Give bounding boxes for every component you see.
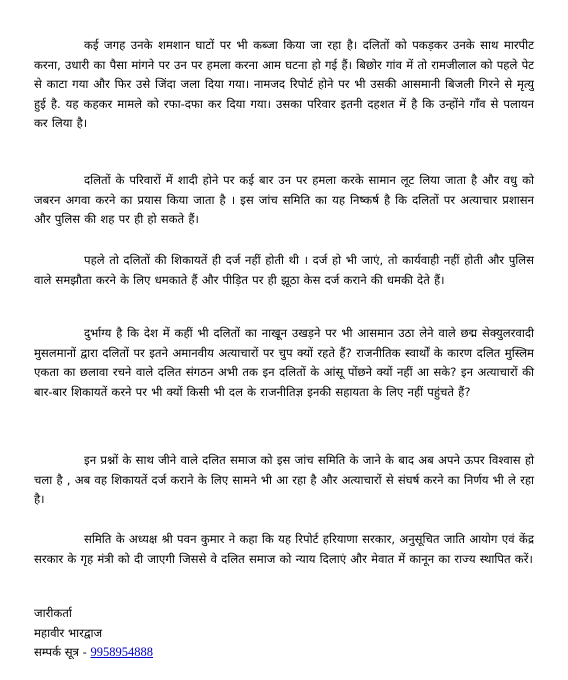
paragraph-misfortune: दुर्भाग्य है कि देश में कहीं भी दलितों का नाखून उखड़ने पर भी आसमान उठा लेने वाले छद्म सेक्युलरवादी मुसलमानों द्वारा दलितों पर इतने अमानवीय अत्याचारों पर चुप क्यों रहते हैं? राजनीतिक स्वार्थों के कारण दलित मुस्लिम एकता का छलावा रचने वाले दलित संगठन अभी तक इन दलितों के आंसू पोंछने क्यों नहीं आ सके? इन अत्याचारों की बार-बार शिकायतें करने पर भी क्यों किसी भी दल के राजनीतिज्ञ इनकी सहायता के लिए नहीं पहुंचते हैं? (34, 326, 534, 399)
paragraph-cremation-grounds: कई जगह उनके शमशान घाटों पर भी कब्जा किया जा रहा है। दलितों को पकड़कर उनके साथ मारपीट करना, उधारी का पैसा मांगने पर उन पर हमला करना आम घटना हो गई हैं। बिछोर गांव में तो रामजीलाल को पहले पेट से काटा गया और फिर उसे जिंदा जला दिया गया। नामजद रिपोर्ट होने पर भी उसकी आसमानी बिजली गिरने से मृत्यु हुई है. यह कहकर मामले को रफा-दफा कर दिया गया। उसका परिवार इतनी दहशत में है कि उन्होंने गाँव से पलायन कर लिया है। (34, 38, 534, 131)
issued-by-label: जारीकर्ता (34, 606, 72, 620)
contact-label: सम्पर्क सूत्र - (34, 645, 91, 660)
paragraph-committee-report: समिति के अध्यक्ष श्री पवन कुमार ने कहा कि यह रिपोर्ट हरियाणा सरकार, अनुसूचित जाति आयोग एवं केंद्र सरकार के गृह मंत्री को दी जाएगी जिससे वे दलित समाज को न्याय दिलाएं और मेवात में कानून का राज्य स्थापित करें। (34, 532, 534, 566)
paragraph-complaints-not-registered: पहले तो दलितों की शिकायतें ही दर्ज नहीं होती थी । दर्ज हो भी जाएं, तो कार्यवाही नहीं होती और पुलिस वाले समझौता करने के लिए धमकाते हैं और पीड़ित पर ही झूठा केस दर्ज कराने की धमकी देते हैं। (34, 253, 534, 287)
contact-line (34, 643, 434, 663)
signature-block (34, 604, 434, 663)
paragraph-questions: इन प्रश्नों के साथ जीने वाले दलित समाज को इस जांच समिति के जाने के बाद अब अपने ऊपर विश्वास हो चला है , अब वह शिकायतें दर्ज कराने के लिए सामने भी आ रहा है और अत्याचारों से संघर्ष करने का निर्णय भी ले रहा है। (34, 453, 534, 507)
paragraph-wedding-attacks: दलितों के परिवारों में शादी होने पर कई बार उन पर हमला करके सामान लूट लिया जाता है और वधु को जबरन अगवा करने का प्रयास किया जाता है । इस जांच समिति का यह निष्कर्ष है कि दलितों पर अत्याचार प्रशासन और पुलिस की शह पर ही हो सकते हैं। (34, 173, 534, 227)
contact-number-link[interactable]: 9958954888 (90, 645, 154, 660)
issuer-name: महावीर भारद्वाज (34, 625, 103, 640)
